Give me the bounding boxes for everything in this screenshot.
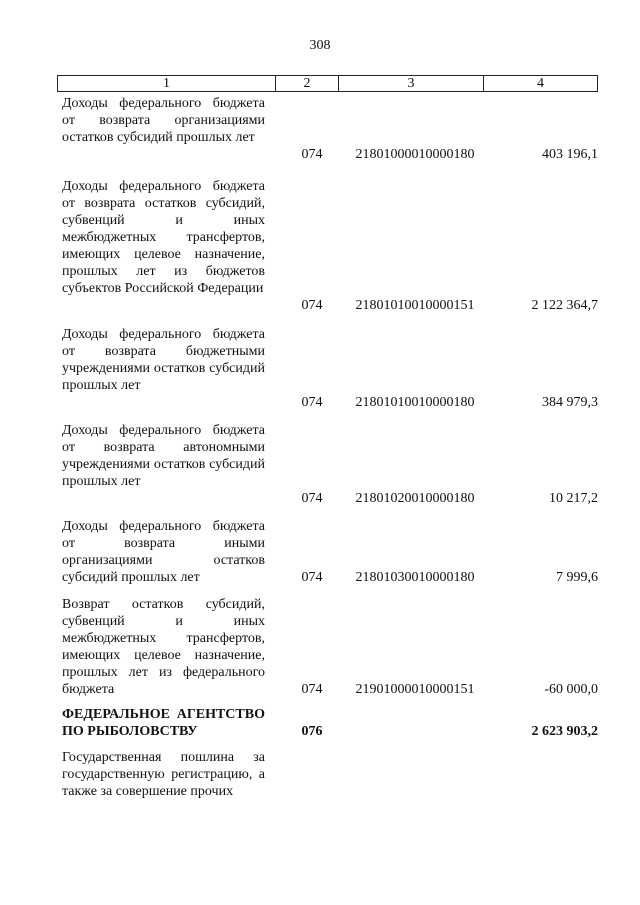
page-number: 308 — [309, 38, 331, 53]
row-amount: 10 217,2 — [549, 491, 598, 506]
table-header — [57, 75, 598, 92]
table-row — [0, 596, 640, 706]
row-kbk-code: 21801030010000180 — [355, 570, 475, 585]
table-row — [0, 95, 640, 178]
row-admin-code: 074 — [301, 491, 323, 506]
row-amount: 7 999,6 — [556, 570, 598, 585]
table-body — [0, 95, 640, 829]
row-kbk-code: 21801000010000180 — [355, 147, 475, 162]
row-admin-code: 074 — [301, 298, 323, 313]
row-amount: 2 623 903,2 — [531, 724, 598, 739]
row-admin-code: 074 — [301, 682, 323, 697]
row-description: Доходы федерального бюджета от возврата организациями остатков субсидий прошлых лет — [62, 96, 265, 145]
table-row — [0, 422, 640, 518]
table-row — [0, 326, 640, 422]
row-kbk-code: 21801010010000180 — [355, 395, 475, 410]
row-kbk-code: 21901000010000151 — [355, 682, 475, 697]
header-col-3: 3 — [339, 76, 484, 91]
row-kbk-code: 21801020010000180 — [355, 491, 475, 506]
header-col-2: 2 — [276, 76, 339, 91]
table-row-agency — [0, 706, 640, 749]
row-amount: 2 122 364,7 — [531, 298, 598, 313]
row-admin-code: 074 — [301, 147, 323, 162]
row-amount: 403 196,1 — [542, 147, 598, 162]
agency-title: ФЕДЕРАЛЬНОЕ АГЕНТСТВО ПО РЫБОЛОВСТВУ — [62, 707, 265, 739]
row-amount: 384 979,3 — [542, 395, 598, 410]
row-description: Государственная пошлина за государственную регистрацию, а также за совершение прочих — [62, 750, 265, 799]
header-col-1: 1 — [58, 76, 276, 91]
row-description: Доходы федерального бюджета от возврата автономными учреждениями остатков субсидий прошлых лет — [62, 423, 265, 489]
table-row — [0, 749, 640, 829]
row-amount: -60 000,0 — [544, 682, 598, 697]
row-admin-code: 074 — [301, 395, 323, 410]
row-description: Доходы федерального бюджета от возврата иными организациями остатков субсидий прошлых лет — [62, 519, 265, 585]
row-description: Доходы федерального бюджета от возврата остатков субсидий, субвенций и иных межбюджетных трансфертов, имеющих целевое назначение, прошлых лет из бюджетов субъектов Российской Федерации — [62, 179, 265, 296]
header-col-4: 4 — [537, 76, 544, 91]
table-row — [0, 518, 640, 596]
row-kbk-code: 21801010010000151 — [355, 298, 475, 313]
row-description: Доходы федерального бюджета от возврата бюджетными учреждениями остатков субсидий прошлых лет — [62, 327, 265, 393]
row-admin-code: 074 — [301, 570, 323, 585]
row-description: Возврат остатков субсидий, субвенций и иных межбюджетных трансфертов, имеющих целевое назначение, прошлых лет из федерального бюджета — [62, 597, 265, 697]
row-admin-code: 076 — [301, 724, 323, 739]
table-row — [0, 178, 640, 326]
